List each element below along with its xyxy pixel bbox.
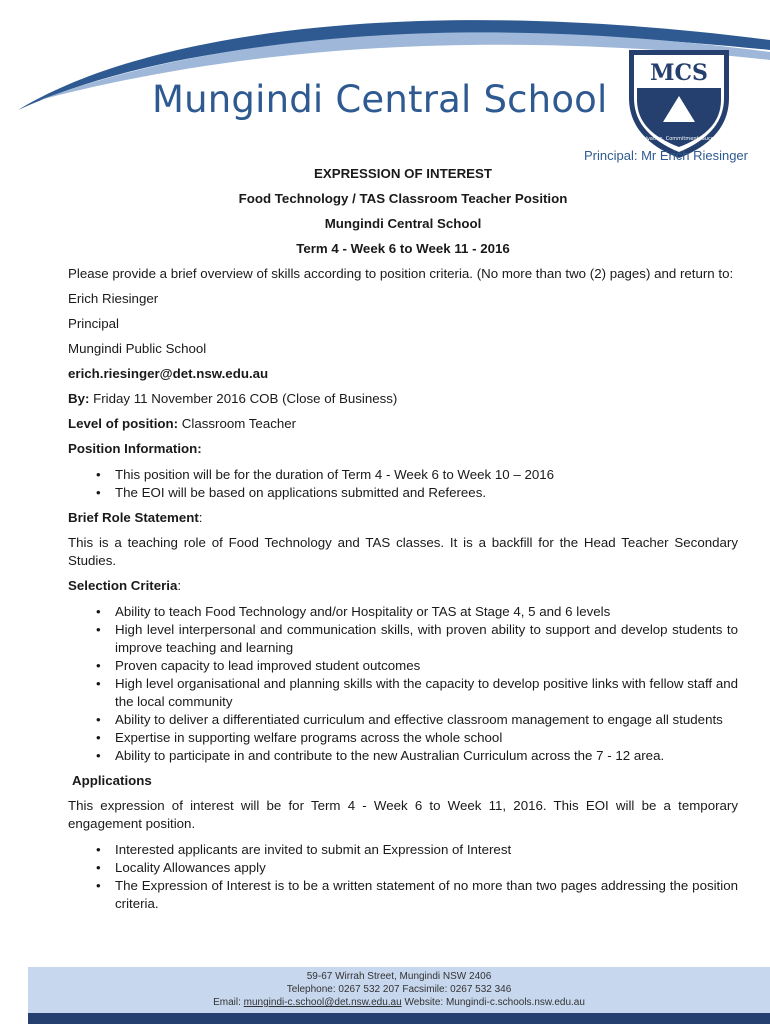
footer-phones: Telephone: 0267 532 207 Facsimile: 0267 532 346	[286, 984, 512, 995]
footer-email-link[interactable]: mungindi-c.school@det.nsw.edu.au	[243, 997, 402, 1008]
deadline-value: Friday 11 November 2016 COB (Close of Business)	[89, 391, 398, 406]
applications-list	[68, 841, 738, 913]
heading-school: Mungindi Central School	[324, 216, 482, 231]
applications-heading: Applications	[72, 773, 152, 788]
contact-school: Mungindi Public School	[68, 341, 207, 356]
criteria-list	[68, 603, 738, 765]
heading-position: Food Technology / TAS Classroom Teacher Position	[238, 191, 568, 206]
list-item: • Ability to deliver a differentiated curriculum and effective classroom management to engage all students	[68, 711, 738, 729]
list-item: • Proven capacity to lead improved student outcomes	[68, 657, 738, 675]
document-body	[68, 160, 738, 913]
criteria-heading: Selection Criteria	[68, 578, 178, 593]
footer-website: Website: Mungindi-c.schools.nsw.edu.au	[401, 997, 585, 1008]
role-heading: Brief Role Statement	[68, 510, 199, 525]
role-text: This is a teaching role of Food Technology and TAS classes. It is a backfill for the Head Teacher Secondary Studies.	[68, 535, 738, 568]
criteria-heading-line: Selection Criteria:	[68, 578, 182, 593]
position-info-heading: Position Information:	[68, 441, 202, 456]
list-item: • Expertise in supporting welfare programs across the whole school	[68, 729, 738, 747]
level-line	[68, 415, 738, 433]
position-info-list	[68, 466, 738, 502]
level-label: Level of position:	[68, 416, 179, 431]
list-item: • Ability to teach Food Technology and/or Hospitality or TAS at Stage 4, 5 and 6 levels	[68, 603, 738, 621]
crest-motto: Motivation, Commitment, Success	[636, 136, 722, 142]
heading-eoi: EXPRESSION OF INTEREST	[313, 166, 493, 181]
contact-email: erich.riesinger@det.nsw.edu.au	[68, 366, 269, 381]
list-item: • Ability to participate in and contribute to the new Australian Curriculum across the 7 - 12 area.	[68, 747, 738, 765]
role-heading-line: Brief Role Statement:	[68, 510, 203, 525]
footer-email-label: Email:	[213, 997, 244, 1008]
list-item: • High level interpersonal and communication skills, with proven ability to support and develop students to improve teaching and learning	[68, 621, 738, 657]
list-item: • The EOI will be based on applications submitted and Referees.	[68, 484, 738, 502]
deadline-label: By:	[68, 391, 90, 406]
footer-bar	[28, 1013, 770, 1024]
list-item: • Locality Allowances apply	[68, 859, 738, 877]
crest-initials: MCS	[650, 60, 708, 86]
list-item: • This position will be for the duration of Term 4 - Week 6 to Week 10 – 2016	[68, 466, 738, 484]
page-footer	[28, 967, 770, 1013]
school-crest-logo	[625, 48, 733, 160]
level-value: Classroom Teacher	[178, 416, 297, 431]
applications-text: This expression of interest will be for Term 4 - Week 6 to Week 11, 2016. This EOI will be a temporary engagement position.	[68, 798, 738, 831]
footer-contact-line	[28, 996, 770, 1009]
contact-name: Erich Riesinger	[68, 291, 159, 306]
contact-title: Principal	[68, 316, 119, 331]
principal-line: Principal: Mr Erich Riesinger	[584, 148, 748, 163]
intro-paragraph: Please provide a brief overview of skills according to position criteria. (No more than two (2) pages) and return to:	[68, 266, 734, 281]
deadline-line	[68, 390, 738, 408]
list-item: • High level organisational and planning skills with the capacity to develop positive links with fellow staff and the local community	[68, 675, 738, 711]
footer-address: 59-67 Wirrah Street, Mungindi NSW 2406	[306, 971, 492, 982]
school-name: Mungindi Central School	[152, 78, 608, 121]
list-item: • Interested applicants are invited to submit an Expression of Interest	[68, 841, 738, 859]
list-item: • The Expression of Interest is to be a written statement of no more than two pages addressing the position criteria.	[68, 877, 738, 913]
heading-term: Term 4 - Week 6 to Week 11 - 2016	[296, 241, 510, 256]
